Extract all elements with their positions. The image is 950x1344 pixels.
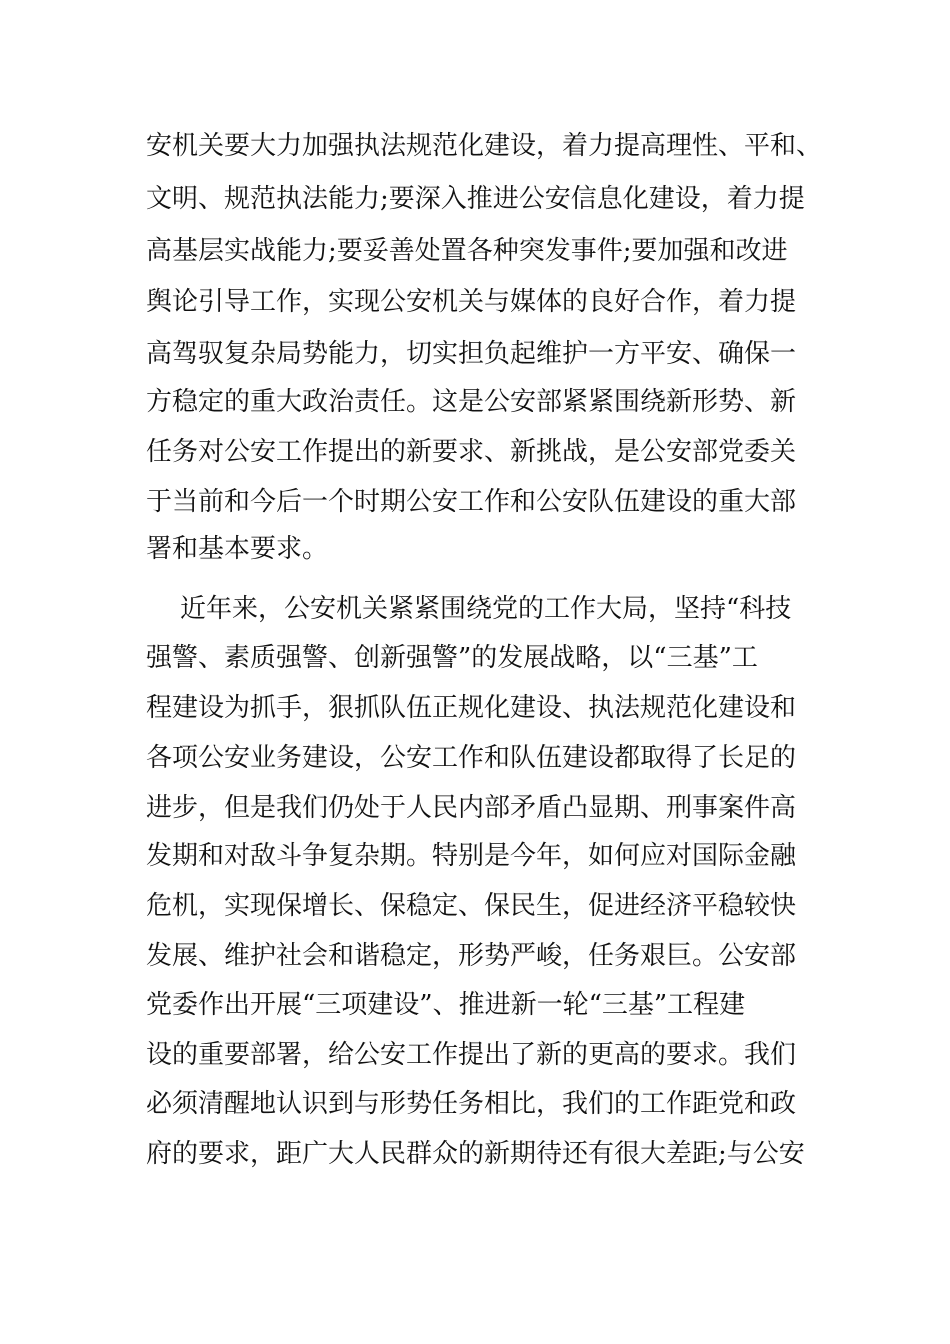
text-line: 设的重要部署，给公安工作提出了新的更高的要求。我们 bbox=[146, 1040, 797, 1070]
text-line: 必须清醒地认识到与形势任务相比，我们的工作距党和政 bbox=[146, 1089, 797, 1119]
text-line: 发期和对敌斗争复杂期。特别是今年，如何应对国际金融 bbox=[146, 841, 797, 871]
text-line: 程建设为抓手，狠抓队伍正规化建设、执法规范化建设和 bbox=[146, 693, 797, 723]
text-line: 党委作出开展“三项建设”、推进新一轮“三基”工程建 bbox=[146, 990, 746, 1020]
text-line: 文明、规范执法能力;要深入推进公安信息化建设，着力提 bbox=[146, 184, 805, 214]
text-line: 高驾驭复杂局势能力，切实担负起维护一方平安、确保一 bbox=[146, 339, 797, 369]
text-line: 于当前和今后一个时期公安工作和公安队伍建设的重大部 bbox=[146, 487, 797, 517]
text-line: 强警、素质强警、创新强警”的发展战略，以“三基”工 bbox=[146, 643, 758, 673]
text-line: 方稳定的重大政治责任。这是公安部紧紧围绕新形势、新 bbox=[146, 387, 797, 417]
text-line: 高基层实战能力;要妥善处置各种突发事件;要加强和改进 bbox=[146, 236, 788, 266]
text-line: 各项公安业务建设，公安工作和队伍建设都取得了长足的 bbox=[146, 743, 797, 773]
text-line: 舆论引导工作，实现公安机关与媒体的良好合作，着力提 bbox=[146, 287, 797, 317]
text-line: 任务对公安工作提出的新要求、新挑战，是公安部党委关 bbox=[146, 437, 797, 467]
text-line: 发展、维护社会和谐稳定，形势严峻，任务艰巨。公安部 bbox=[146, 941, 797, 971]
text-line: 安机关要大力加强执法规范化建设，着力提高理性、平和、 bbox=[146, 131, 823, 161]
text-line: 危机，实现保增长、保稳定、保民生，促进经济平稳较快 bbox=[146, 891, 797, 921]
text-line: 近年来，公安机关紧紧围绕党的工作大局，坚持“科技 bbox=[180, 594, 792, 624]
text-line: 署和基本要求。 bbox=[146, 534, 329, 564]
text-line: 进步，但是我们仍处于人民内部矛盾凸显期、刑事案件高 bbox=[146, 793, 797, 823]
text-line: 府的要求，距广大人民群众的新期待还有很大差距;与公安 bbox=[146, 1139, 805, 1169]
